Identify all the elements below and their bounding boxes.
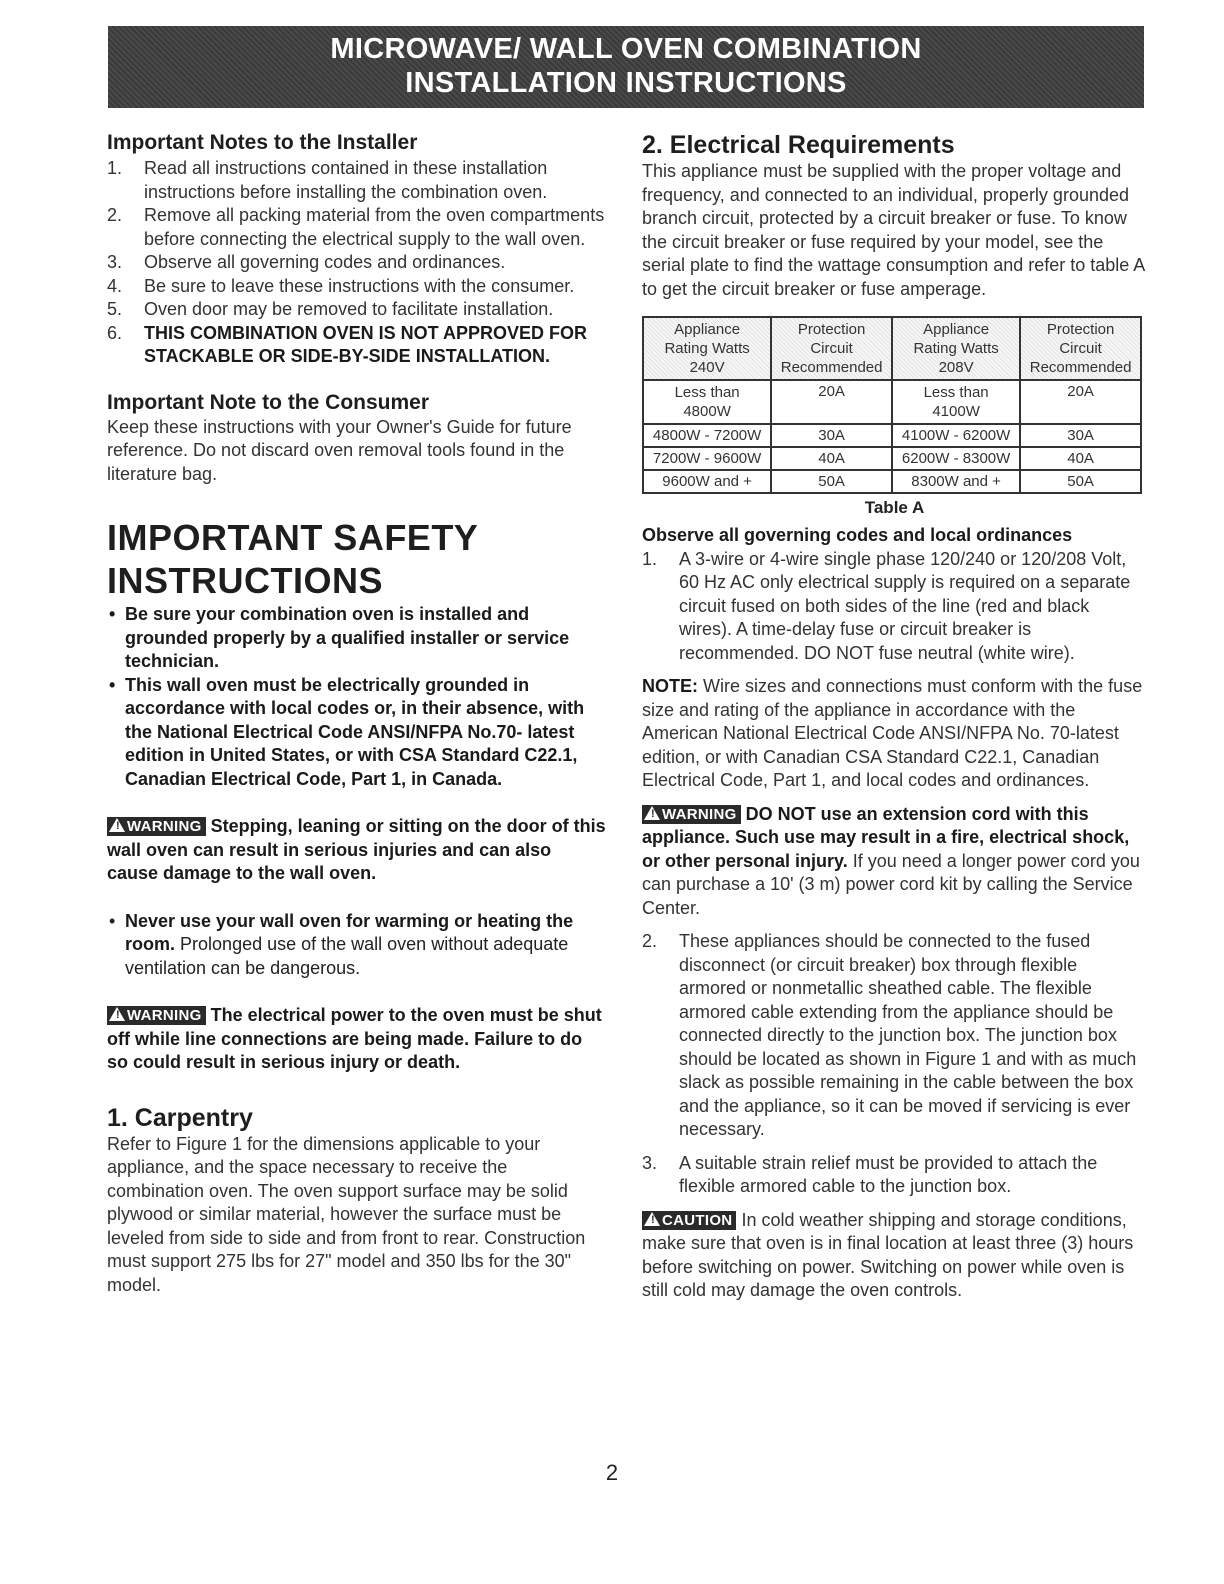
warning-badge: ! WARNING <box>642 805 741 824</box>
safety-heading-1: IMPORTANT SAFETY <box>107 517 479 558</box>
electrical-intro: This appliance must be supplied with the proper voltage and frequency, and connected to an individual, properly grounded branch circuit, protected by a circuit breaker or fuse. To know the circuit breaker or fuse required by your model, see the serial plate to find the wattage consumption and refer to table A to get the circuit breaker or fuse amperage. <box>642 161 1145 299</box>
table-cell: 9600W and + <box>643 470 771 493</box>
caution-paragraph: ! CAUTION In cold weather shipping and storage conditions, make sure that oven is in final location at least three (3) hours before switching on power. Switching on power while oven is still cold may damage the oven controls. <box>642 1209 1134 1300</box>
table-row <box>643 380 1141 424</box>
electrical-heading: 2. Electrical Requirements <box>642 131 955 159</box>
page-banner <box>108 26 1144 108</box>
list-item: 2. These appliances should be connected to the fused disconnect (or circuit breaker) box through flexible armored or nonmetallic sheathed cable. The flexible armored cable extending from the appliance should be connected directly to the junction box. The junction box should be located as shown in Figure 1 and with as much slack as possible remaining in the cable between the box and the appliance, so it can be moved if servicing is ever necessary. <box>642 931 1137 1139</box>
left-column <box>107 130 607 1297</box>
table-cell: 30A <box>1020 424 1141 447</box>
list-item: 4. Be sure to leave these instructions with the consumer. <box>107 275 575 296</box>
list-item: 3. A suitable strain relief must be provided to attach the flexible armored cable to the junction box. <box>642 1152 1098 1196</box>
list-item: 1. A 3-wire or 4-wire single phase 120/240 or 120/208 Volt, 60 Hz AC only electrical supply is required on a separate circuit fused on both sides of the line (red and black wires). A time-delay fuse or circuit breaker is recommended. DO NOT fuse neutral (white wire). <box>642 548 1131 663</box>
warning-triangle-icon: ! <box>109 818 125 832</box>
table-cell: 30A <box>771 424 892 447</box>
table-cell: Less than 4800W <box>643 380 771 424</box>
codes-heading: Observe all governing codes and local ordinances <box>642 525 1073 545</box>
list-item: 5. Oven door may be removed to facilitate installation. <box>107 299 554 319</box>
warning-badge: ! WARNING <box>107 817 206 836</box>
table-cell: 20A <box>771 380 892 424</box>
right-column <box>642 130 1147 1303</box>
consumer-note-heading: Important Note to the Consumer <box>107 390 430 414</box>
warning-triangle-icon: ! <box>109 1007 125 1021</box>
table-cell: 6200W - 8300W <box>892 447 1020 470</box>
list-item: 1. Read all instructions contained in these installation instructions before installing the combination oven. <box>107 158 548 202</box>
table-header: Appliance Rating Watts 208V <box>892 317 1020 380</box>
warning-block-1: ! WARNING Stepping, leaning or sitting on the door of this wall oven can result in serious injuries and can also cause damage to the wall oven. <box>107 816 606 883</box>
list-item: • Be sure your combination oven is installed and grounded properly by a qualified installer or service technician. <box>109 604 570 671</box>
table-cell: 40A <box>1020 447 1141 470</box>
table-header: Appliance Rating Watts 240V <box>643 317 771 380</box>
table-header-row <box>643 317 1141 380</box>
note-paragraph: NOTE: Wire sizes and connections must conform with the fuse size and rating of the appliance in accordance with the American National Electrical Code ANSI/NFPA No. 70-latest edition, or with Canadian CSA Standard C22.1, Canadian Electrical Code, Part 1, and local codes and ordinances. <box>642 676 1143 790</box>
electrical-list-2 <box>642 930 1147 1199</box>
table-cell: 4100W - 6200W <box>892 424 1020 447</box>
table-cell: 8300W and + <box>892 470 1020 493</box>
carpentry-heading: 1. Carpentry <box>107 1103 253 1132</box>
table-header: Protection Circuit Recommended <box>1020 317 1141 380</box>
table-cell: 40A <box>771 447 892 470</box>
table-row <box>643 470 1141 493</box>
amperage-table <box>642 316 1142 494</box>
installer-notes-list <box>107 157 607 369</box>
table-cell: 50A <box>771 470 892 493</box>
table-cell: 50A <box>1020 470 1141 493</box>
warning-block-2: ! WARNING The electrical power to the oven must be shut off while line connections are being made. Failure to do so could result in serious injury or death. <box>107 1005 602 1072</box>
page-number: 2 <box>605 1460 619 1485</box>
warning-badge: ! WARNING <box>107 1006 206 1025</box>
table-header: Protection Circuit Recommended <box>771 317 892 380</box>
safety-bullets <box>107 603 607 791</box>
warning-triangle-icon: ! <box>644 806 660 820</box>
list-item: 3. Observe all governing codes and ordinances. <box>107 252 506 272</box>
table-row <box>643 447 1141 470</box>
table-cell: Less than 4100W <box>892 380 1020 424</box>
electrical-list-1 <box>642 548 1147 666</box>
list-item: • Never use your wall oven for warming or heating the room. Prolonged use of the wall oven without adequate ventilation can be dangerous. <box>109 910 574 978</box>
consumer-note-text: Keep these instructions with your Owner's Guide for future reference. Do not discard oven removal tools found in the literature bag. <box>107 416 572 484</box>
caution-triangle-icon: ! <box>644 1212 660 1226</box>
list-item: • This wall oven must be electrically grounded in accordance with local codes or, in their absence, with the National Electrical Code ANSI/NFPA No.70- latest edition in United States, or with CSA Standard C22.1, Canadian Electrical Code, Part 1, in Canada. <box>109 674 585 789</box>
table-cell: 4800W - 7200W <box>643 424 771 447</box>
table-cell: 20A <box>1020 380 1141 424</box>
list-item: 2. Remove all packing material from the oven compartments before connecting the electrical supply to the wall oven. <box>107 205 605 249</box>
table-caption: Table A <box>864 498 925 517</box>
caution-badge: ! CAUTION <box>642 1211 736 1230</box>
carpentry-text: Refer to Figure 1 for the dimensions applicable to your appliance, and the space necessary to receive the combination oven. The oven support surface may be solid plywood or similar material, however the surface must be leveled from side to side and from front to rear. Construction must support 275 lbs for 27" model and 350 lbs for the 30" model. <box>107 1133 586 1295</box>
list-item: 6. THIS COMBINATION OVEN IS NOT APPROVED FOR STACKABLE OR SIDE-BY-SIDE INSTALLATION. <box>107 322 588 366</box>
banner-line-2: INSTALLATION INSTRUCTIONS <box>405 67 847 99</box>
safety-bullet-3 <box>107 910 607 981</box>
installer-notes-heading: Important Notes to the Installer <box>107 131 418 154</box>
safety-heading-2: INSTRUCTIONS <box>107 560 383 601</box>
table-cell: 7200W - 9600W <box>643 447 771 470</box>
banner-line-1: MICROWAVE/ WALL OVEN COMBINATION <box>330 33 922 65</box>
table-row <box>643 424 1141 447</box>
extension-cord-warning: ! WARNING DO NOT use an extension cord with this appliance. Such use may result in a fire, electrical shock, or other personal injury. If you need a longer power cord you can purchase a 10' (3 m) power cord kit by calling the Service Center. <box>642 803 1140 918</box>
